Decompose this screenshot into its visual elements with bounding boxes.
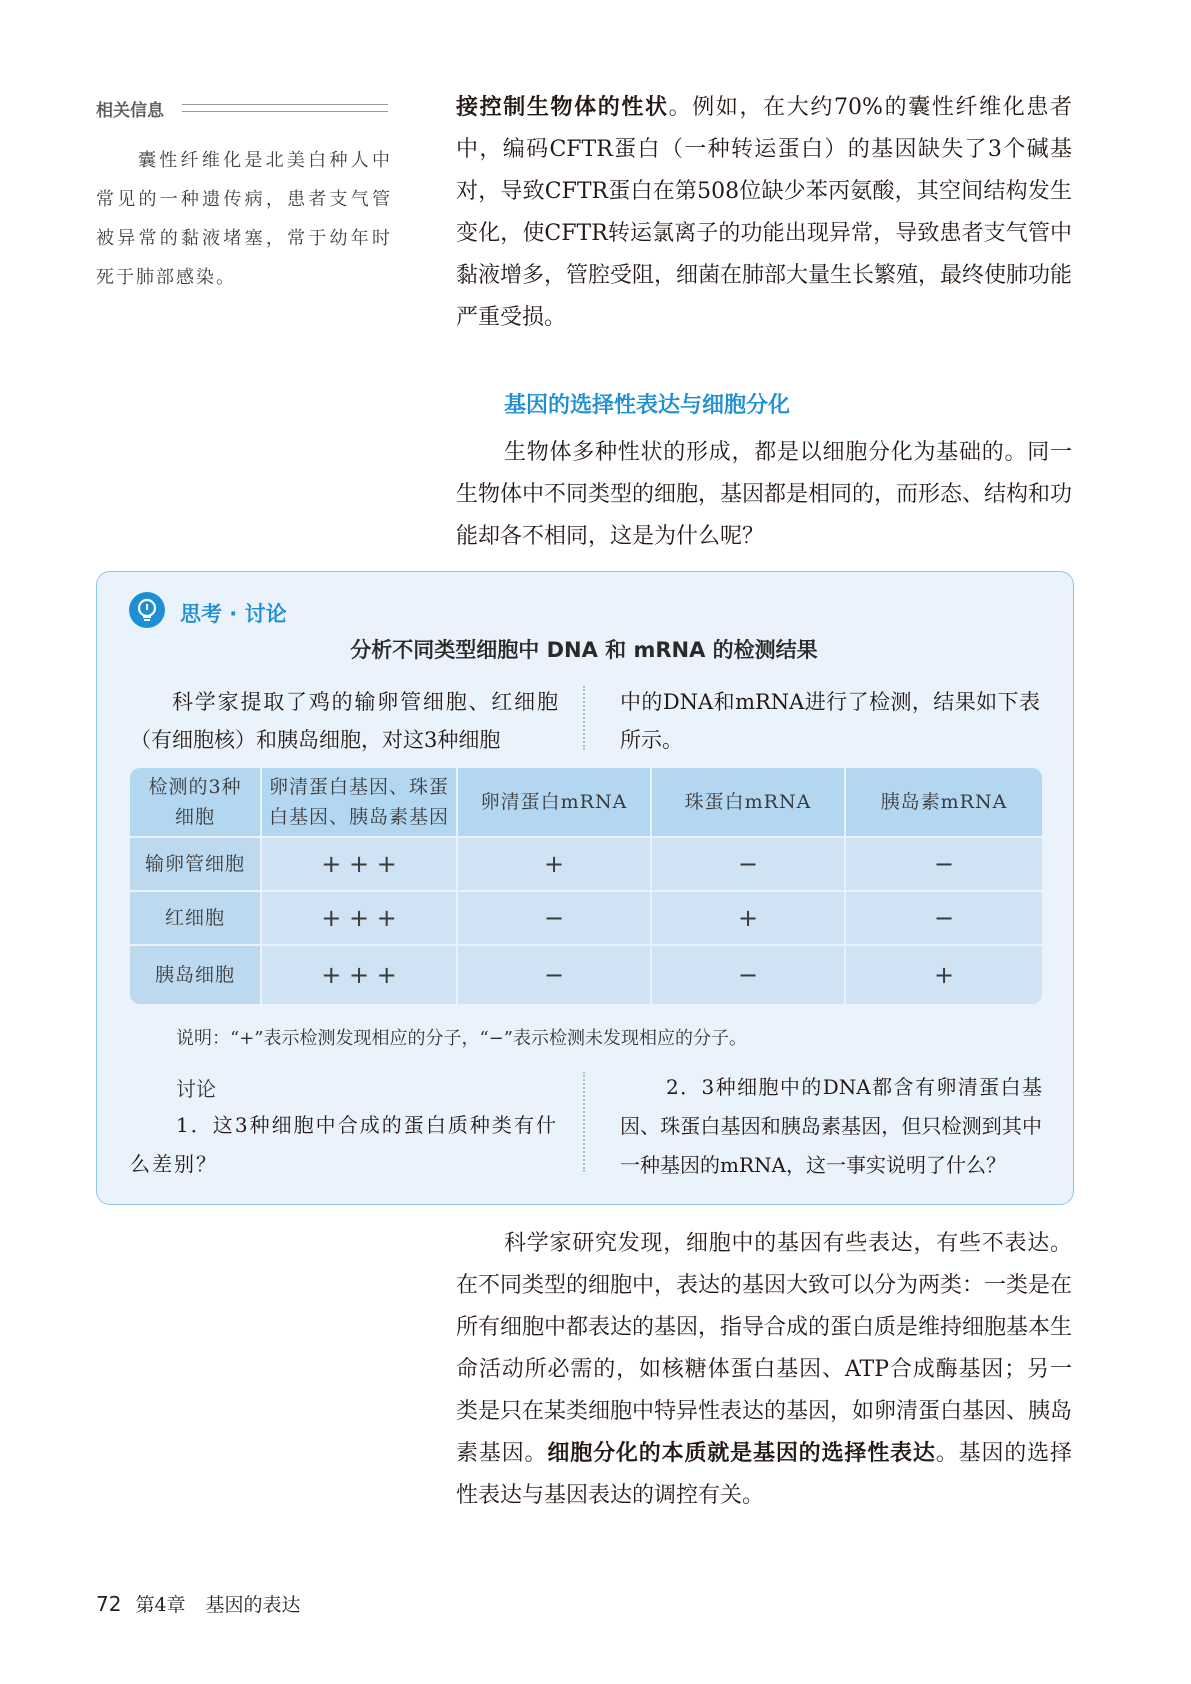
chapter-number: 第4章	[135, 1594, 186, 1616]
row-label: 胰岛细胞	[130, 946, 260, 1004]
paragraph-gene-expression	[456, 1223, 1072, 1517]
results-table	[130, 768, 1042, 1004]
paragraph-cftr	[456, 87, 1072, 339]
table-cell: −	[458, 892, 650, 944]
table-cell: +	[652, 892, 844, 944]
table-cell: −	[458, 946, 650, 1004]
column-divider-bottom	[583, 1072, 585, 1172]
question-1: 1．这3种细胞中合成的蛋白质种类有什么差别？	[130, 1113, 558, 1176]
table-cell: + + +	[262, 838, 456, 890]
sidebar-title: 相关信息	[96, 101, 164, 121]
table-cell: + + +	[262, 892, 456, 944]
row-label: 红细胞	[130, 892, 260, 944]
intro-right: 中的DNA和mRNA进行了检测，结果如下表所示。	[620, 690, 1040, 752]
section-title: 基因的选择性表达与细胞分化	[504, 393, 791, 418]
header-cell-insulin: 胰岛素mRNA	[846, 768, 1042, 836]
table-cell: −	[846, 892, 1042, 944]
bold-lead: 接控制生物体的性状	[456, 95, 669, 120]
paragraph-gene-expression-tail: 。基因的选择性表达与基因表达的调控有关。	[456, 1441, 1072, 1508]
header-cell-ovalbumin: 卵清蛋白mRNA	[458, 768, 650, 836]
discussion-heading: 讨论	[176, 1077, 216, 1101]
chapter-title: 基因的表达	[205, 1594, 301, 1616]
header-cell-globin: 珠蛋白mRNA	[652, 768, 844, 836]
page-footer	[96, 1590, 301, 1617]
page-number: 72	[96, 1592, 122, 1616]
table-cell: −	[652, 838, 844, 890]
intro-left: 科学家提取了鸡的输卵管细胞、红细胞（有细胞核）和胰岛细胞，对这3种细胞	[130, 690, 558, 752]
question-2: 2．3种细胞中的DNA都含有卵清蛋白基因、珠蛋白基因和胰岛素基因，但只检测到其中一种基因的mRNA，这一事实说明了什么？	[620, 1075, 1042, 1177]
paragraph-cftr-rest: 。例如，在大约70%的囊性纤维化患者中，编码CFTR蛋白（一种转运蛋白）的基因缺失了3个碱基对，导致CFTR蛋白在第508位缺少苯丙氨酸，其空间结构发生变化，使CFTR转运氯离子的功能出现异常，导致患者支气管中黏液增多，管腔受阻，细菌在肺部大量生长繁殖，最终使肺功能严重受损。	[456, 95, 1073, 330]
box-title: 分析不同类型细胞中 DNA 和 mRNA 的检测结果	[350, 638, 818, 662]
paragraph-gene-expression-text: 科学家研究发现，细胞中的基因有些表达，有些不表达。在不同类型的细胞中，表达的基因大致可以分为两类：一类是在所有细胞中都表达的基因，指导合成的蛋白质是维持细胞基本生命活动所必需的，如核糖体蛋白基因、ATP合成酶基因；另一类是只在某类细胞中特异性表达的基因，如卵清蛋白基因、胰岛素基因。	[456, 1231, 1073, 1466]
box-label: 思考 · 讨论	[180, 602, 287, 626]
row-label: 输卵管细胞	[130, 838, 260, 890]
header-cell-genes: 卵清蛋白基因、珠蛋白基因、胰岛素基因	[262, 768, 456, 836]
section-paragraph: 生物体多种性状的形成，都是以细胞分化为基础的。同一生物体中不同类型的细胞，基因都是相同的，而形态、结构和功能却各不相同，这是为什么呢？	[456, 440, 1073, 549]
table-cell: +	[458, 838, 650, 890]
table-cell: + + +	[262, 946, 456, 1004]
table-cell: −	[652, 946, 844, 1004]
table-cell: +	[846, 946, 1042, 1004]
bold-conclusion: 细胞分化的本质就是基因的选择性表达	[547, 1441, 936, 1466]
header-cell-type: 检测的3种细胞	[130, 768, 260, 836]
sidebar-title-rule	[182, 104, 388, 112]
table-note: 说明：“+”表示检测发现相应的分子，“−”表示检测未发现相应的分子。	[176, 1028, 747, 1049]
column-divider-top	[583, 686, 585, 750]
sidebar-body: 囊性纤维化是北美白种人中常见的一种遗传病，患者支气管被异常的黏液堵塞，常于幼年时死于肺部感染。	[96, 150, 392, 288]
table-cell: −	[846, 838, 1042, 890]
lightbulb-icon	[129, 592, 165, 628]
